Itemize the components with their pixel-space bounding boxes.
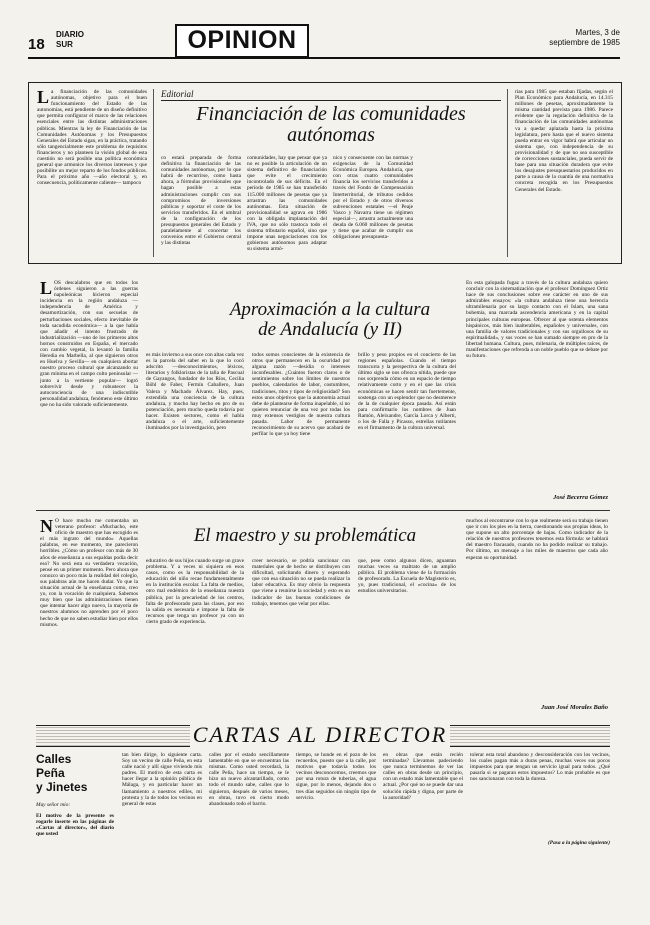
header-rule [28, 57, 620, 59]
article2-column-2: es más invierno a sus once con altas cada vez es la parcela del saber en la que lo cocó adscrito —desconocimientos, léxicos, literarios y folkloristas de la talla de Pascual de Gayangos, fundador de los Ríos, Cecilia Böhl de Faber, Fermín Caballero, Juan Valera y Machado Álvarez. Hay, pues, extendida una conciencia de la cultura andaluza, y mucho hay hecho en pro de su potenciación, pero mucho queda todavía por hacer. Existen sectores, como el habla andaluza o el arte, suficientemente iluminados por la investigación, pero [146, 352, 244, 432]
article2-signature: José Becerra Gómez [553, 494, 608, 501]
article3-column-3: creer necesario, se podría sancionar con materiales que de hecho se distribuyen con dificultad, solicitando dinero y esperando que con esa situación no se pueda realizar la labor educativa. Es muy obvio la respuesta que viene a reunirse la sociedad y esto es un indicador de las buenas condiciones de trabajo, tenemos que velar por ellas. [252, 558, 350, 607]
article3-signature: Juan José Morales Baño [541, 704, 608, 711]
newspaper-logo [56, 30, 108, 52]
letter-column-1: El motivo de la presente es rogarle inserte en las páginas de «Cartas al director», del diario que usted [36, 813, 114, 838]
editorial-column-3: comunidades, hay que pensar que ya no es posible la articulación de un sistema definitivo de financiación que evite el crecimiento incontrolado de sus déficits. En el período de 1985 se han transferido 115.000 millones de pesetas que ya arrastran las comunidades autónomas. Esta situación de provisionalidad se agrava en 1986 con la obligada implantación del IVA, que no sólo trastoca todo el sistema tributario español, sino que impone unas negociaciones con los gobiernos autónomos para adaptar su sistema armó- [247, 155, 327, 253]
article2-headline-line-1: Aproximación a la cultura [229, 300, 431, 320]
editorial-column-4: nico y consecuente con las normas y exigencias de la Comunidad Económica Europea. Andalucía, que con otras cuatro comunidades financia los servicios transferidos a través del Fondo de Compensación Interterritorial, de tributos cedidos por el Estado y de otros diversos subvenciones estatales —el Peaje Vasco y Navarra tiene un régimen especial—, arrastra actualmente una deuda de 6.060 millones de pesetas y tiene que acabar de cumplir sus obligaciones presupuesta- [333, 155, 413, 241]
column-rule [153, 89, 154, 257]
section-title: OPINION [175, 24, 309, 58]
article3-column-5: muchos al encontrarse con lo que realmente será su trabajo tienen que ir con los pies en la tierra, cuestionando sus propias ideas, lo que supone un alto porcentaje de bajas. Como indicador de la relación de nuestros profesores tenemos esta fórmula: se hablará del maestro fracasado, cuando no ha podido realizar su trabajo. Por último, un mensaje a los miles de maestros que cada año esperan su oportunidad. [466, 518, 608, 561]
article2-dropcap: L [40, 280, 53, 298]
letter-title-line-2: Peña [36, 766, 65, 780]
letter-salutation: Muy señor mío: [36, 802, 71, 808]
letter-column-2: tan bien dirige, lo siguiente carta. Soy un vecino de calle Peña, en esta calle nació y allí sigue viviendo mis padres. El motivo de esta carta es hacer llegar a la opinión pública de Málaga, y en particular hacer un llamamiento a nuestros ediles, mi protesta y la de todos los vecinos en general de estas [122, 752, 202, 807]
article3-headline: El maestro y su problemática [193, 526, 417, 546]
logo-line-2: SUR [56, 40, 73, 49]
article2-headline-line-2: de Andalucía (y II) [258, 318, 402, 340]
page-number: 18 [28, 36, 45, 53]
letter-column-3: calles por el estado sencillamente lamentable en que se encuentran las mismas. Como usted recordará, la calle Peña, hace un tiempo, se le hizo un nuevo alcantarillado, como todo el mundo sabe, calles que lo siguieron, después de varios meses, en obras, tuvo en cierto modo abandonado todo el barrio. [209, 752, 289, 807]
editorial-intro: La financiación de las comunidades autónomas, objetivo para el buen funcionamiento del Estado de las autonomías, está pendiente de un diseño definitivo que permita configurar el marco de las relaciones esenciales entre las distintas administraciones públicas. Mientras la ley de Financiación de las Comunidades Autónomas y los Presupuestos Generales del Estado sigan, en la práctica, tratando sólo tangencialmente este problema de requisitos financieros y no planteen la visión global de esta cuestión no será posible una política económica general que armonice los diversos intereses y que posibilite un mejor reparto de los fondos públicos. Para el próximo año —año electoral y, en consecuencia, políticamente caliente— tampoco [37, 89, 147, 187]
article2-headline [150, 300, 510, 348]
letter-title-line-3: y Jinetes [36, 780, 88, 794]
editorial-rubric: Editorial [161, 89, 501, 101]
letter-title [36, 752, 114, 798]
date-line-1: Martes, 3 de [575, 28, 620, 37]
issue-date [500, 28, 620, 48]
editorial-headline-line-1: Financiación de las comunidades [196, 104, 466, 125]
letter-column-5: en obras que están recién terminadas? Llevamos padeciendo que nunca terminemos de ver las calles en obras desde un principio, con un estado más lamentable que el actual. ¿Por qué no se puede dar una solución rápida y digna, por parte de la autoridad? [383, 752, 463, 801]
article2-column-4: brillo y peso propios en el concierto de las regiones españolas. Cuando el tiempo transcurra y la perspectiva de la cultura del último siglo se nos ofrezca nítida, puede que nos sorprenda cómo en un espacio de tiempo relativamente corto y en el que las crisis económicas se hacen sentir tan fuertemente, sostenga con un esplendor que no desmerece de la de cualquier época pasada. Así están para confirmarlo los nombres de Juan Ramón, Aleixandre, García Lorca y Alberti, o los de Falla y Picasso, estrellas rutilantes en el firmamento de la cultura universal. [358, 352, 456, 432]
editorial-box [28, 82, 622, 264]
article2-column-5: En esta galopada fugaz a través de la cultura andaluza quiero concluir con la sistematización que el profesor Domínguez Ortiz hace de sus conclusiones sobre ese carácter en uno de sus admirables ensayos: «la cultura andaluza tiene una herencia ultramilenaria por su largo contacto con el Islam, una sana bohemia, una marcada ascendencia americana y en la capital principales culturas europeas. Ofrecer al que ostenta elementos hispánicos, más bien inalterables, españoles y universales, con una familia de valores tradicionales y con sus orgullosos de su espiritualidad», y sus voces se han sumado siempre en pro de la libertad humana. Cultura, pues, milenaria, de múltiples raíces, de manifestaciones que refrenda a un noble pueblo que se debate por su futuro. [466, 280, 608, 360]
editorial-dropcap: L [37, 89, 50, 107]
editorial-column-5: rias para 1985 que estaban fijadas, según el Plan Económico para Andalucía, en 14.315 millones de pesetas, aproximadamente la misma cantidad prevista para 1986. Parece evidente que la regulación definitiva de la financiación de las comunidades autónomas va a quedar aplazada hasta la próxima legislatura, pero hasta que el nuevo sistema pueda entrar en vigor habrá que articular un sistema que, con independencia de su provisionalidad y de que no sea susceptible de correcciones sustanciales, pueda servir de base para una situación duradera que evite los desajustes presupuestarios producidos en parte a causa de la cuantía de una normativa concreta recogida en los Presupuestos Generales del Estado. [515, 89, 613, 193]
editorial-headline-line-2: autónomas [287, 124, 375, 146]
article2-column-3: todos somos conscientes de la existencia de otros que permanecen en la oscuridad por alguna razón —desidia o intereses inconfesables. ¿Cuántos fueron claros o de sentimientos sobre los límites de nuestros pueblos, calendarios de labor, costumbres, tradiciones, ritos y tipos de religiosidad? Son estos unos objetivos que la autonomía actual debe de plantearse de forma inapelable, si no quieren renunciar de una vez por todas los muy extensos vestigios de nuestra cultura pasada. Labor de permanente reconocimiento de su acervo que acabará de perfilar lo que ya hoy tiene [252, 352, 350, 438]
article3-column-1: N O hace mucho me comentaba un veterano profesor: «Muchacho, este oficio de maestro que has escogido es el más ingrato del mundo» Aquellas palabras, en ese momento, me parecieron horribles. ¿Cómo un profesor con más de 30 años de enseñanza a sus espaldas podía decir eso? No será esta su verdadera vocación, pensé en un primer momento. Pero ahora que conozco un poco más la realidad del colegio, sus palabras aún me hacen dudar. Yo que la situación actual de la enseñanza como, creo yo, con la vocación de cualquiera. Sabemos muy bien que las administraciones tienen que intentar hacer algo nuevo, la mayoría de nuestros alumnos no aprenden por el poco hecho de que no saben estudiar bien por ellos mismos. [40, 518, 138, 628]
letter-title-line-1: Calles [36, 752, 72, 766]
article3-column-4: que, pese como algunos dicen, aguantan muchas veces su maltrato de un amplio público. El problema viene de la formación de profesorado. La Escuela de Magisterio es, yo, pues tradicional, el «cocina» de los estudios universitarios. [358, 558, 456, 595]
article-separator [36, 510, 610, 511]
continued-note: (Pasa a la página siguiente) [548, 840, 610, 846]
cartas-banner-title: CARTAS AL DIRECTOR [190, 723, 450, 747]
letter-column-6: tolerar esta total abandono y desconsideración con los vecinos, los cuales pagan más a duras penas, muchas veces sus pocos impuestos para que tengan un servicio igual para todos. ¿Qué pasaría si se pagaran estos impuestos? Lo más probable es que nos sancionaran con toda la dureza. [470, 752, 610, 783]
article3-dropcap: N [40, 518, 53, 536]
article3-column-2: educativo de sus hijos cuando surge un grave problema. Y a veces ni siquiera en esos casos, como es la responsabilidad de la educación del niño recae fundamentalmente en la institución escolar. La falta de medios, otro mal endémico de la enseñanza nuestra pública, por la precariedad de los centros, falta de profesorado para las clases, por eso la salida es necesaria e impone la falta de recursos que tenga un profesor ya con un cierto grado de experiencia. [146, 558, 244, 625]
article2-column-1: LOS descalabros que en todos los órdenes siguieron a las guerras napoleónicas hicieron especial incidencia en la región andaluza —independencia de América y desamortización, con sus secuelas de perturbaciones sociales, efecto inevitable de toda sacudida económica— a la que había que añadir el intento frustrado de industrialización —uno de los primeros altos hornos construidos en España, el mercado con cambio vegetal, la levantó la familia Heredia en Marbella, al que siguieron otros en Huelva y Sevilla— en cualquiera abortar nuestro proceso cultural que alcanzando su gran mínima en el campo culto peninsular —junto a la vertiente popular— logró sobrevivir desde y robustecer la autoconciencia de una indiscutible personalidad andaluza, fenómeno este último que no ha sido valorado suficientemente. [40, 280, 138, 408]
date-line-2: septiembre de 1985 [549, 38, 620, 47]
logo-line-1: DIARIO [56, 30, 84, 39]
column-rule [507, 89, 508, 257]
editorial-headline [161, 104, 501, 150]
editorial-column-2: co estará preparada de forma definitiva la financiación de las comunidades autónomas, por lo que habrá de recurrirse, como hasta ahora, a fórmulas provisionales que hagan posible a estas administraciones cumplir con sus compromisos de inversiones públicas y soportar el coste de los servicios transferidos. En el umbral de la configuración de los presupuestos generales del Estado y paralelamente al concertar los convenios entre el Gobierno central y las distintas [161, 155, 241, 247]
letter-column-4: tiempo, se hunde en el pozo de los recuerdos, puesto que a la calle, por motivos que todavía todos los vecinos desconocemos, creemos que por una rotura de tuberías, el agua sigue, por lo menos, dejando dos o tres días seguidos sin ningún tipo de servicio. [296, 752, 376, 801]
